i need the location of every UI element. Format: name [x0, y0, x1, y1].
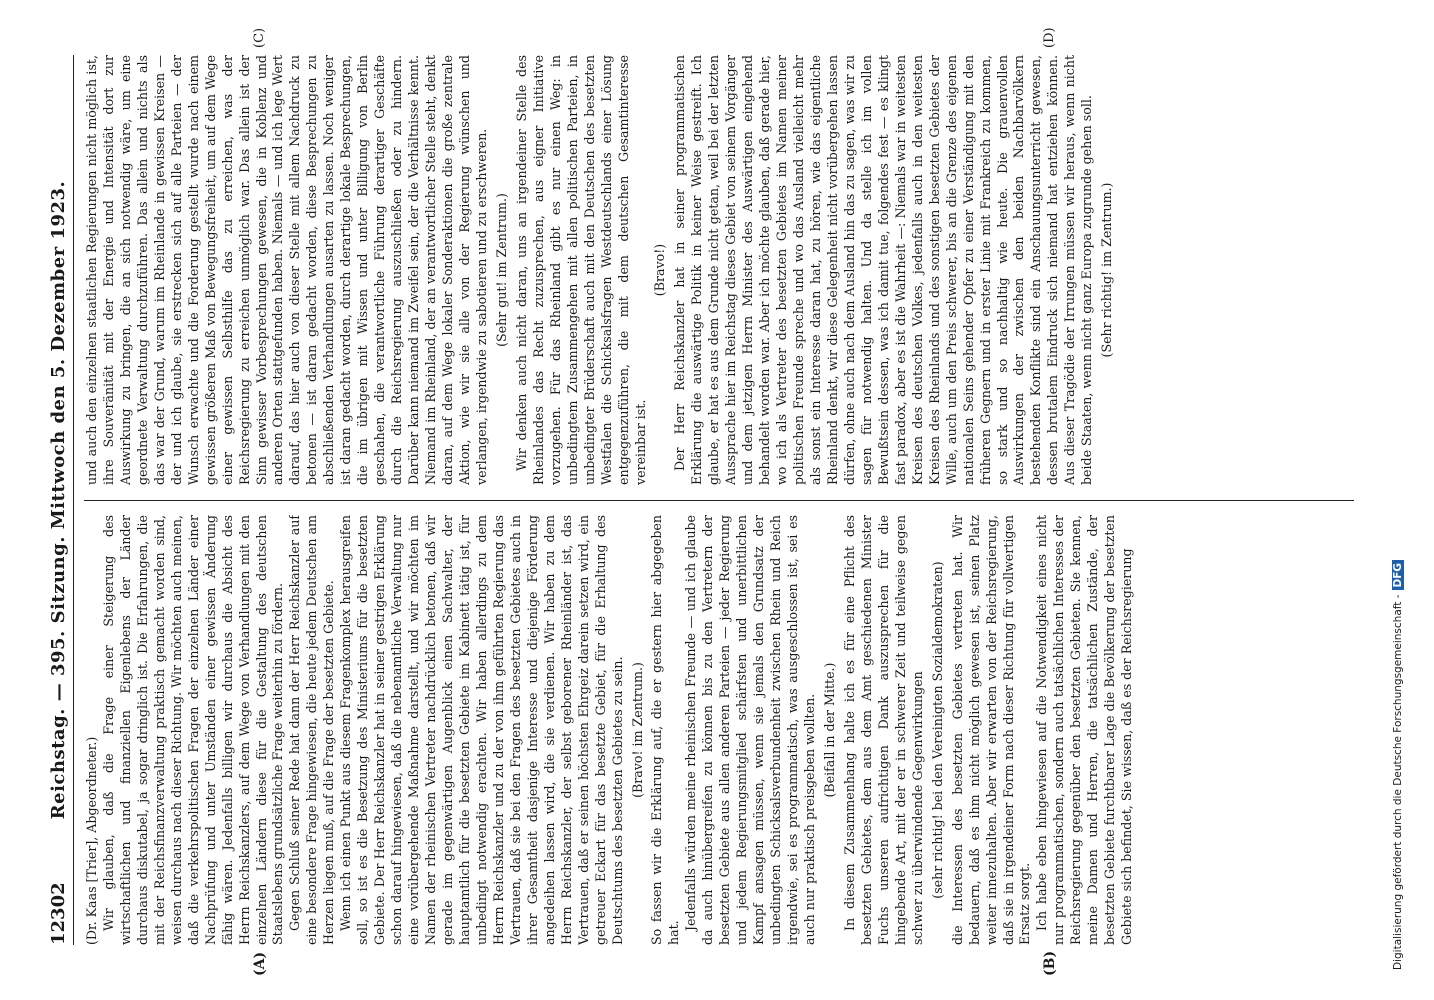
paragraph: Ich habe eben hingewiesen auf die Notwendigkeit eines nicht nur programmatischen, sondern auch tatsächlichen Interesses der Reichsregierung gegenüber den besetzten Gebieten. Sie kennen, meine Damen und Herren, die tatsächlichen Zustände, der besetzten Gebiete furchtbarer Lage die Bevölkerung der besetzten Gebiete sich befindet, Sie wissen, daß es der Reichsregierung: [1034, 515, 1135, 945]
margin-mark-d: (D): [1042, 27, 1057, 48]
margin-mark-c: (C): [252, 27, 267, 48]
page-header: [45, 55, 74, 945]
paragraph: Wenn ich einen Punkt aus diesem Fragenkomplex herausgreifen soll, so ist es die Besetzung des Ministeriums für die besetzten Gebiete. Der Herr Reichskanzler hat in seiner gestrigen Erklärung schon darauf hingewiesen, daß die nebenamtliche Verwaltung nur eine vorübergehende Maßnahme darstellt, und wir möchten im Namen der rheinischen Vertreter nachdrücklich betonen, daß wir gerade im gegenwärtigen Augenblick einen Sachwalter, der hauptamtlich für die besetzten Gebiete im Kabinett tätig ist, für unbedingt notwendig erachten. Wir haben allerdings zu dem Herrn Reichskanzler und zu der von ihm geführten Regierung das Vertrauen, daß sie bei den Fragen des besetzten Gebietes auch in ihrer Gesamtheit dasjenige Interesse und diejenige Förderung angedeihen lassen wird, die sie verdienen. Wir haben zu dem Herrn Reichskanzler, der selbst geborener Rheinländer ist, das Vertrauen, daß er seinen höchsten Ehrgeiz darein setzen wird, ein getreuer Eckart für das besetzte Gebiet, für die Erhaltung des Deutschtums des besetzten Gebietes zu sein.: [338, 515, 625, 945]
interjection: (Sehr gut! im Zentrum.): [493, 193, 509, 347]
left-text-column: [84, 515, 1354, 945]
column-divider: [84, 500, 1354, 501]
interjection: (sehr richtig! bei den Vereinigten Sozialdemokraten): [929, 561, 945, 899]
paragraph: Gegen Schluß seiner Rede hat dann der Herr Reichskanzler auf eine besondere Frage hingewiesen, die heute jedem Deutschen am Herzen liegen muß, auf die Frage der besetzten Gebiete.: [287, 515, 337, 945]
paragraph: Wir denken auch nicht daran, uns an irgendeiner Stelle des Rheinlandes das Recht zuzusprechen, aus eigner Initiative vorzugehen. Für das Rheinland gibt es nur einen Weg: in unbedingtem Zusammengehen mit allen politischen Parteien, in unbedingter Brüderschaft auch mit den Deutschen des besetzten Westfalen die Schicksalsfragen Westdeutschlands einer Lösung entgegenzuführen, die mit dem deutschen Gesamtinteresse vereinbar ist.: [513, 55, 648, 485]
margin-mark-a: (A): [252, 951, 268, 976]
paragraph: Wir glauben, daß die Frage einer Steigerung des wirtschaftlichen und finanziellen Eigenlebens der Länder durchaus diskutabel, ja sogar dringlich ist. Die Erfahrungen, die mit der Reichsfinanzverwaltung praktisch gemacht worden sind, weisen durchaus nach dieser Richtung. Wir möchten auch meinen, daß die verkehrspolitischen Fragen der einzelnen Länder einer Nachprüfung und unter Umständen einer gewissen Änderung fähig wären. Jedenfalls billigen wir durchaus die Absicht des Herrn Reichskanzlers, auf dem Wege von Verhandlungen mit den einzelnen Ländern diese für die Gestaltung des deutschen Staatslebens grundsätzliche Frage weiterhin zu fördern.: [100, 515, 286, 945]
interjection: (Beifall in der Mitte.): [821, 662, 837, 798]
paragraph: und auch den einzelnen staatlichen Regierungen nicht möglich ist, ihre Souveränität mit der Energie und Intensität dort zur Auswirkung zu bringen, die an sich notwendig wäre, um eine geordnete Verwaltung durchzuführen. Das allein und nichts als das war der Grund, warum im Rheinlande in gewissen Kreisen — der und ich glaube, sie erstrecken sich auf alle Parteien — der Wunsch erwachte und die Forderung gestellt wurde nach einem gewissen größeren Maß von Bewegungsfreiheit, um auf dem Wege einer gewissen Selbsthilfe das zu erreichen, was der Reichsregierung zu erreichen unmöglich war. Das allein ist der Sinn gewisser Vorbesprechungen gewesen, die in Koblenz und anderen Orten stattgefunden haben. Niemals — und ich lege Wert darauf, das hier auch von dieser Stelle mit allem Nachdruck zu betonen — ist daran gedacht worden, diese Besprechungen zu abschließenden Verhandlungen ausarten zu lassen. Noch weniger ist daran gedacht worden, durch derartige lokale Besprechungen, die im übrigen mit Wissen und unter Billigung von Berlin geschahen, die verantwortliche Führung derartiger Geschäfte durch die Reichsregierung auszuschließen oder zu hindern. Darüber kann niemand im Zweifel sein, der die Verhältnisse kennt. Niemand im Rheinland, der an verantwortlicher Stelle steht, denkt daran, auf dem Wege lokaler Sonderaktionen die große zentrale Aktion, wie wir sie alle von der Regierung wünschen und verlangen, irgendwie zu sabotieren und zu erschweren.: [84, 55, 489, 485]
margin-mark-b: (B): [1042, 950, 1058, 976]
credit-text: Digitalisierung gefördert durch die Deutsche Forschungsgemeinschaft -: [1392, 594, 1404, 970]
right-text-column: [84, 55, 1354, 485]
interjection: (Bravo! im Zentrum.): [629, 662, 645, 798]
interjection: (Bravo!): [652, 243, 668, 297]
digitization-credit: [1392, 560, 1404, 970]
paragraph: So fassen wir die Erklärung auf, die er gestern hier abgegeben hat.: [649, 515, 682, 945]
speaker-line: (Dr. Kaas [Trier], Abgeordneter.): [84, 736, 99, 945]
paragraph: Jedenfalls würden meine rheinischen Freunde — und ich glaube da auch hinübergreifen zu können bis zu den Vertretern der besetzten Gebiete aus allen anderen Parteien — jeder Regierung und jedem Regierungsmitglied schärfsten und unerbittlichen Kampf ansagen müssen, wenn sie jemals den Grundsatz der unbedingten Schicksalsverbundenheit zwischen Rhein und Reich irgendwie, sei es programmatisch, was ausgeschlossen ist, sei es auch nur praktisch preisgeben wollten.: [683, 515, 818, 945]
page-number: 12302: [48, 882, 69, 945]
paragraph: die Interessen des besetzten Gebietes vertreten hat. Wir bedauern, daß es ihm nicht möglich gewesen ist, seinen Platz weiter innezuhalten. Aber wir erwarten von der Reichsregierung, daß sie in irgendeiner Form nach dieser Richtung für vollwertigen Ersatz sorgt.: [949, 515, 1033, 945]
interjection: (Sehr richtig! im Zentrum.): [1099, 182, 1115, 358]
paragraph: In diesem Zusammenhang halte ich es für eine Pflicht des besetzten Gebietes, dem aus dem Amt geschiedenen Minister Fuchs unseren aufrichtigen Dank auszusprechen für die hingebende Art, mit der er in schwerer Zeit und teilweise gegen schwer zu überwindende Gegenwirkungen: [841, 515, 925, 945]
dfg-logo: DFG: [1392, 560, 1404, 591]
page-title: Reichstag. — 395. Sitzung. Mittwoch den 5. Dezember 1923.: [48, 180, 69, 820]
paragraph: Der Herr Reichskanzler hat in seiner programmatischen Erklärung die auswärtige Politik in keiner Weise gestreift. Ich glaube, er hat es aus dem Grunde nicht getan, weil bei der letzten Aussprache hier im Reichstag dieses Gebiet von seinem Vorgänger und dem jetzigen Herrn Minister des Auswärtigen eingehend behandelt worden war. Aber ich möchte glauben, daß gerade hier, wo ich als Vertreter des besetzten Gebietes im Namen meiner politischen Freunde spreche und wo das Ausland vielleicht mehr als sonst ein Interesse daran hat, zu hören, wie das eigentliche Rheinland denkt, wir diese Gelegenheit nicht vorübergehen lassen dürfen, ohne auch nach dem Ausland hin das zu sagen, was wir zu sagen für notwendig halten. Und da stelle ich im vollen Bewußtsein dessen, was ich damit tue, folgendes fest — es klingt fast paradox, aber es ist die Wahrheit —: Niemals war in weitesten Kreisen des deutschen Volkes, jedenfalls auch in den weitesten Kreisen des Rheinlands und des sonstigen besetzten Gebietes der Wille, auch um den Preis schwerer, bis an die Grenze des eigenen nationalen Seins gehender Opfer zu einer Verständigung mit den früheren Gegnern und in erster Linie mit Frankreich zu kommen, so stark und so nachhaltig wie heute. Die grauenvollen Auswirkungen der zwischen den beiden Nachbarvölkern bestehenden Konflikte sind ein Anschauungsunterricht gewesen, dessen brutalem Eindruck sich niemand hat entziehen können. Aus dieser Tragödie der Irrungen müssen wir heraus, wenn nicht beide Staaten, wenn nicht ganz Europa zugrunde gehen soll.: [672, 55, 1095, 485]
